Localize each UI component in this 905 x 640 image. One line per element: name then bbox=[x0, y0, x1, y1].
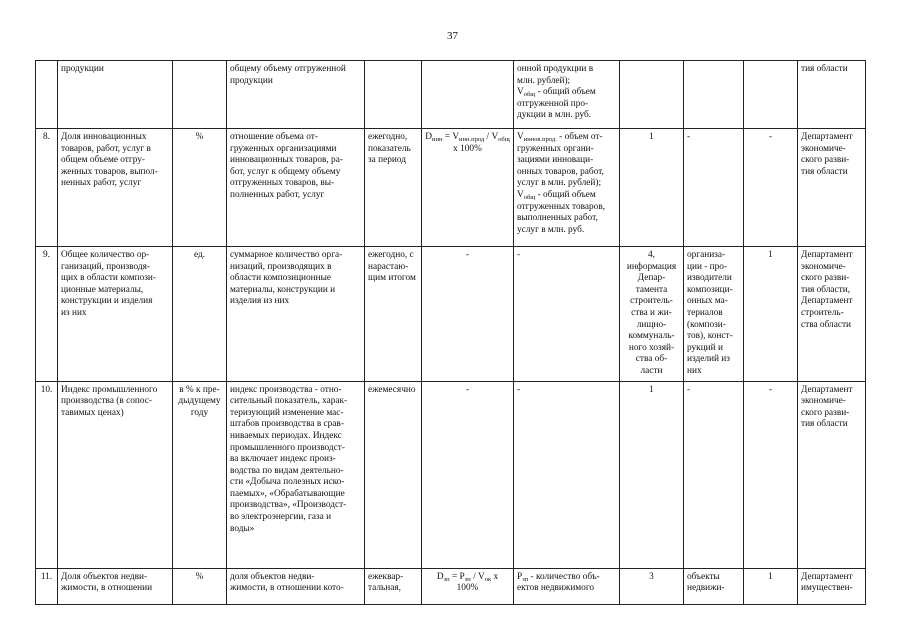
cell-periodicity: ежегодно, с нарастаю- щим итогом bbox=[365, 247, 422, 382]
indicator-table bbox=[35, 60, 866, 605]
cell-num: 8. bbox=[36, 129, 58, 247]
cell-num: 10. bbox=[36, 381, 58, 568]
cell-name: продукции bbox=[58, 61, 173, 129]
cell-responsible: - bbox=[744, 381, 798, 568]
cell-formula: - bbox=[422, 247, 514, 382]
cell-method: 3 bbox=[620, 568, 684, 604]
cell-responsible: - bbox=[744, 129, 798, 247]
table-row bbox=[36, 129, 866, 247]
cell-source bbox=[684, 61, 744, 129]
cell-indicators: - bbox=[514, 381, 620, 568]
cell-source: - bbox=[684, 381, 744, 568]
cell-periodicity: ежеквар- тальная, bbox=[365, 568, 422, 604]
cell-name: Доля объектов недви- жимости, в отношении bbox=[58, 568, 173, 604]
cell-unit: % bbox=[173, 568, 227, 604]
cell-responsible: 1 bbox=[744, 247, 798, 382]
page-number: 37 bbox=[447, 30, 458, 42]
cell-source: организа- ции - про- изводители композици- онных ма- териалов (компози- тов), конст- рукций и изделий из них bbox=[684, 247, 744, 382]
cell-department: Департамент экономиче- ского разви- тия области bbox=[798, 381, 866, 568]
cell-unit bbox=[173, 61, 227, 129]
cell-definition: суммарное количество орга- низаций, производящих в области композиционные материалы, конструкции и изделия из них bbox=[227, 247, 365, 382]
cell-indicators: $V_{иннов.прод.}$ - объем от- груженных органи- зациями инноваци- онных товаров, работ, услуг в млн. рублей); $V_{общ}$ - общий объем отгруженных товаров, выполненных работ, услуг в млн. руб. bbox=[514, 129, 620, 247]
cell-periodicity bbox=[365, 61, 422, 129]
cell-unit: ед. bbox=[173, 247, 227, 382]
cell-name: Доля инновационных товаров, работ, услуг в общем объеме отгру- женных товаров, выпол- ненных работ, услуг bbox=[58, 129, 173, 247]
cell-responsible bbox=[744, 61, 798, 129]
cell-name: Общее количество ор- ганизаций, производя- щих в области компози- ционные материалы, конструкции и изделия из них bbox=[58, 247, 173, 382]
table-row bbox=[36, 247, 866, 382]
cell-definition: общему объему отгруженной продукции bbox=[227, 61, 365, 129]
cell-periodicity: ежемесячно bbox=[365, 381, 422, 568]
cell-method: 1 bbox=[620, 129, 684, 247]
cell-indicators: $P_{зп}$ - количество объ- ектов недвижимого bbox=[514, 568, 620, 604]
table-row bbox=[36, 568, 866, 604]
cell-formula: - bbox=[422, 381, 514, 568]
cell-formula: $D_{зп} = P_{зп} / V_{ок}$ x 100% bbox=[422, 568, 514, 604]
cell-num: 9. bbox=[36, 247, 58, 382]
cell-definition: индекс производства - отно- сительный показатель, харак- теризующий изменение мас- штабов производства в срав- ниваемых периодах. Индекс промышленного производст- ва включает индекс произ- водства по видам деятельно- сти «Добыча полезных иско- паемых», «Обрабатывающие производства», «Производст- во электроэнергии, газа и воды» bbox=[227, 381, 365, 568]
cell-method: 4, информация Депар- тамента строитель- ства и жи- лищно- коммуналь- ного хозяй- ства об- ласти bbox=[620, 247, 684, 382]
cell-indicators: онной продукции в млн. рублей); $V_{общ}$ - общий объем отгруженной про- дукции в млн. руб. bbox=[514, 61, 620, 129]
cell-name: Индекс промышленного производства (в сопос- тавимых ценах) bbox=[58, 381, 173, 568]
cell-formula: $D_{инн} = V_{инн.прод} / V_{общ}$ x 100% bbox=[422, 129, 514, 247]
cell-department: тия области bbox=[798, 61, 866, 129]
cell-definition: доля объектов недви- жимости, в отношении кото- bbox=[227, 568, 365, 604]
cell-unit: % bbox=[173, 129, 227, 247]
table-row bbox=[36, 381, 866, 568]
cell-department: Департамент экономиче- ского разви- тия области bbox=[798, 129, 866, 247]
cell-responsible: 1 bbox=[744, 568, 798, 604]
cell-num bbox=[36, 61, 58, 129]
table-row bbox=[36, 61, 866, 129]
cell-definition: отношение объема от- груженных организациями инновационных товаров, ра- бот, услуг к общему объему отгруженных товаров, вы- полненных работ, услуг bbox=[227, 129, 365, 247]
cell-department: Департамент имуществен- bbox=[798, 568, 866, 604]
cell-periodicity: ежегодно, показатель за период bbox=[365, 129, 422, 247]
cell-num: 11. bbox=[36, 568, 58, 604]
cell-method: 1 bbox=[620, 381, 684, 568]
cell-method bbox=[620, 61, 684, 129]
cell-source: - bbox=[684, 129, 744, 247]
cell-indicators: - bbox=[514, 247, 620, 382]
cell-source: объекты недвижи- bbox=[684, 568, 744, 604]
cell-formula bbox=[422, 61, 514, 129]
cell-unit: в % к пре- дыдущему году bbox=[173, 381, 227, 568]
cell-department: Департамент экономиче- ского разви- тия области, Департамент строитель- ства области bbox=[798, 247, 866, 382]
